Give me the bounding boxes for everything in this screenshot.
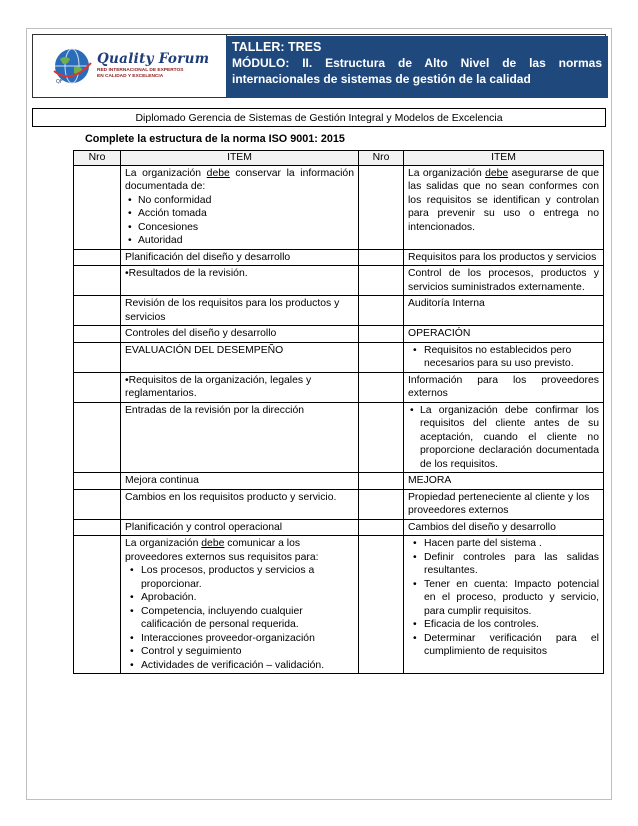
iso-structure-table bbox=[73, 150, 604, 674]
list-item: • Aprobación. bbox=[125, 591, 354, 605]
list-item: • Concesiones bbox=[125, 221, 354, 235]
column-header: Nro bbox=[359, 151, 404, 166]
item-cell: Controles del diseño y desarrollo bbox=[121, 326, 359, 343]
nro-cell[interactable] bbox=[359, 266, 404, 296]
list-item: • La organización debe confirmar los requisitos del cliente antes de su aceptación, cuando el cliente no proporcione declaración documentada de los requisitos. bbox=[408, 404, 599, 472]
list-item: • Determinar verificación para el cumplimiento de requisitos bbox=[408, 632, 599, 659]
nro-cell[interactable] bbox=[74, 536, 121, 674]
nro-cell[interactable] bbox=[74, 402, 121, 473]
nro-cell[interactable] bbox=[74, 326, 121, 343]
item-cell: •Requisitos de la organización, legales y reglamentarios. bbox=[121, 372, 359, 402]
item-cell: Auditoría Interna bbox=[404, 296, 604, 326]
nro-cell[interactable] bbox=[74, 342, 121, 372]
item-cell: Propiedad perteneciente al cliente y los proveedores externos bbox=[404, 489, 604, 519]
table-row bbox=[74, 342, 604, 372]
list-item: • Interacciones proveedor-organización bbox=[125, 632, 354, 646]
nro-cell[interactable] bbox=[359, 372, 404, 402]
svg-text:QF: QF bbox=[56, 79, 63, 85]
item-cell bbox=[404, 342, 604, 372]
bullet-list bbox=[408, 404, 599, 472]
nro-cell[interactable] bbox=[359, 519, 404, 536]
nro-cell[interactable] bbox=[359, 473, 404, 490]
list-item: • Control y seguimiento bbox=[125, 645, 354, 659]
table-row bbox=[74, 519, 604, 536]
table-row bbox=[74, 372, 604, 402]
list-item: • Actividades de verificación – validación. bbox=[125, 659, 354, 673]
globe-icon bbox=[51, 45, 93, 87]
item-cell: OPERACIÓN bbox=[404, 326, 604, 343]
column-header: Nro bbox=[74, 151, 121, 166]
nro-cell[interactable] bbox=[359, 342, 404, 372]
nro-cell[interactable] bbox=[74, 519, 121, 536]
bullet-list bbox=[125, 564, 354, 672]
nro-cell[interactable] bbox=[359, 536, 404, 674]
item-cell: Entradas de la revisión por la dirección bbox=[121, 402, 359, 473]
table-row bbox=[74, 296, 604, 326]
bullet-list bbox=[408, 537, 599, 659]
list-item: • Requisitos no establecidos pero necesarios para su uso previsto. bbox=[408, 344, 599, 371]
table-row bbox=[74, 266, 604, 296]
list-item: • Hacen parte del sistema . bbox=[408, 537, 599, 551]
list-item: • Tener en cuenta: Impacto potencial en el proceso, producto y servicio, para cumplir requisitos. bbox=[408, 578, 599, 619]
instructions: Complete la estructura de la norma ISO 9001: 2015 bbox=[85, 133, 345, 145]
nro-cell[interactable] bbox=[74, 489, 121, 519]
logo-subtitle-2: EN CALIDAD Y EXCELENCIA bbox=[97, 73, 164, 79]
item-cell bbox=[404, 536, 604, 674]
table-row bbox=[74, 473, 604, 490]
table-row bbox=[74, 165, 604, 249]
item-cell: Planificación y control operacional bbox=[121, 519, 359, 536]
nro-cell[interactable] bbox=[74, 249, 121, 266]
table-header-row bbox=[74, 151, 604, 166]
nro-cell[interactable] bbox=[74, 165, 121, 249]
diploma-banner bbox=[32, 108, 606, 127]
title-box bbox=[226, 36, 608, 98]
bullet-list bbox=[408, 344, 599, 371]
column-header: ITEM bbox=[121, 151, 359, 166]
item-cell: •Resultados de la revisión. bbox=[121, 266, 359, 296]
logo bbox=[33, 35, 227, 97]
nro-cell[interactable] bbox=[74, 473, 121, 490]
nro-cell[interactable] bbox=[359, 402, 404, 473]
table-row bbox=[74, 326, 604, 343]
table-row bbox=[74, 402, 604, 473]
list-item: • Definir controles para las salidas resultantes. bbox=[408, 551, 599, 578]
item-cell: Información para los proveedores externos bbox=[404, 372, 604, 402]
item-cell: Cambios en los requisitos producto y servicio. bbox=[121, 489, 359, 519]
nro-cell[interactable] bbox=[74, 372, 121, 402]
list-item: • No conformidad bbox=[125, 194, 354, 208]
item-cell: Planificación del diseño y desarrollo bbox=[121, 249, 359, 266]
nro-cell[interactable] bbox=[359, 489, 404, 519]
item-cell: Requisitos para los productos y servicios bbox=[404, 249, 604, 266]
logo-subtitle-1: RED INTERNACIONAL DE EXPERTOS bbox=[97, 68, 184, 74]
item-cell: La organización debe conservar la información documentada de: • No conformidad • Acción tomada • Concesiones • Autoridad bbox=[121, 165, 359, 249]
item-cell: Mejora continua bbox=[121, 473, 359, 490]
list-item: • Los procesos, productos y servicios a proporcionar. bbox=[125, 564, 354, 591]
table-row bbox=[74, 536, 604, 674]
nro-cell[interactable] bbox=[359, 296, 404, 326]
module-title: MÓDULO: II. Estructura de Alto Nivel de las normas bbox=[232, 56, 602, 70]
item-cell: Revisión de los requisitos para los productos y servicios bbox=[121, 296, 359, 326]
item-cell: Control de los procesos, productos y servicios suministrados externamente. bbox=[404, 266, 604, 296]
item-cell: Cambios del diseño y desarrollo bbox=[404, 519, 604, 536]
list-item: • Autoridad bbox=[125, 234, 354, 248]
module-subtitle: internacionales de sistemas de gestión de la calidad bbox=[232, 72, 531, 86]
nro-cell[interactable] bbox=[359, 165, 404, 249]
item-cell: MEJORA bbox=[404, 473, 604, 490]
nro-cell[interactable] bbox=[359, 249, 404, 266]
item-cell: La organización debe asegurarse de que las salidas que no sean conformes con los requisitos se identifican y controlan para prevenir su uso o entrega no intencionados. bbox=[404, 165, 604, 249]
item-cell: EVALUACIÓN DEL DESEMPEÑO bbox=[121, 342, 359, 372]
item-cell bbox=[404, 402, 604, 473]
list-item: • Acción tomada bbox=[125, 207, 354, 221]
item-cell: La organización debe comunicar a los proveedores externos sus requisitos para: • Los procesos, productos y servicios a proporcionar. • Aprobación. • Competencia, incluyendo cualquier calificación de personal requerida. • Interacciones proveedor-organización • Control y seguimiento • Actividades de verificación – validación. bbox=[121, 536, 359, 674]
nro-cell[interactable] bbox=[74, 296, 121, 326]
column-header: ITEM bbox=[404, 151, 604, 166]
logo-brand: Quality Forum bbox=[97, 50, 210, 67]
bullet-list bbox=[125, 194, 354, 248]
nro-cell[interactable] bbox=[74, 266, 121, 296]
nro-cell[interactable] bbox=[359, 326, 404, 343]
table-row bbox=[74, 489, 604, 519]
diploma-text: Diplomado Gerencia de Sistemas de Gestión Integral y Modelos de Excelencia bbox=[135, 111, 503, 124]
list-item: • Eficacia de los controles. bbox=[408, 618, 599, 632]
table-row bbox=[74, 249, 604, 266]
list-item: • Competencia, incluyendo cualquier calificación de personal requerida. bbox=[125, 605, 354, 632]
workshop-title: TALLER: TRES bbox=[232, 40, 322, 54]
